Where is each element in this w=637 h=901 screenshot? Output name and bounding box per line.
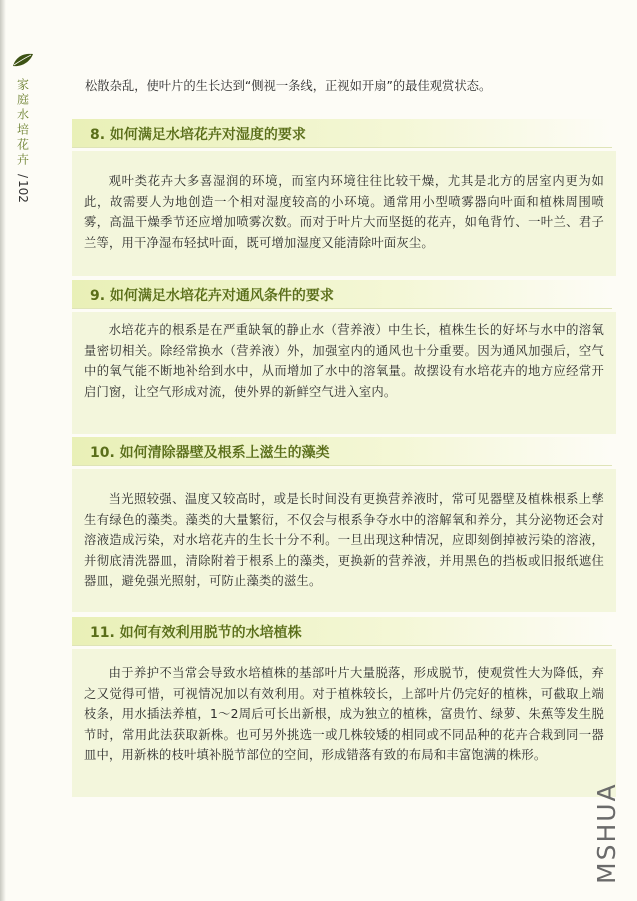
leaf-icon: [12, 52, 34, 68]
section-body-8: [72, 151, 616, 276]
section-body-9: [72, 312, 616, 434]
section-paragraph: 水培花卉的根系是在严重缺氧的静止水（营养液）中生长，植株生长的好坏与水中的溶氧量密切相关。除经常换水（营养液）外，加强室内的通风也十分重要。因为通风加强后，空气中的氧气能不断地补给到水中，从而增加了水中的溶氧量。故摆设有水培花卉的地方应经常开启门窗，让空气形成对流，使外界的新鲜空气进入室内。: [84, 323, 604, 399]
section-paragraph: 由于养护不当常会导致水培植株的基部叶片大量脱落，形成脱节，使观赏性大为降低，弃之又觉得可惜，可视情况加以有效利用。对于植株较长，上部叶片仍完好的植株，可截取上端枝条，用水插法养植，1～2周后可长出新根，成为独立的植株，富贵竹、绿萝、朱蕉等发生脱节时，常用此法获取新株。也可另外挑选一或几株较矮的相同或不同品种的花卉合栽到同一器皿中，用新株的枝叶填补脱节部位的空间，形成错落有致的布局和丰富饱满的株形。: [84, 666, 604, 763]
section-title: 9. 如何满足水培花卉对通风条件的要求: [90, 288, 334, 304]
section-title: 8. 如何满足水培花卉对湿度的要求: [90, 127, 306, 143]
section-title: 11. 如何有效利用脱节的水培植株: [90, 625, 302, 641]
section-heading-9: [72, 280, 612, 309]
page-separator: /: [16, 174, 30, 179]
section-heading-10: [72, 437, 612, 466]
margin-tab: [8, 52, 38, 203]
intro-text: 松散杂乱，使叶片的生长达到“侧视一条线，正视如开扇”的最佳观赏状态。: [85, 79, 492, 93]
section-body-10: [72, 469, 616, 612]
watermark: MSHUA: [592, 782, 621, 884]
section-paragraph: 当光照较强、温度又较高时，或是长时间没有更换营养液时，常可见器壁及植株根系上孳生有绿色的藻类。藻类的大量繁衍，不仅会与根系争夺水中的溶解氧和养分，其分泌物还会对溶液造成污染，对水培花卉的生长十分不利。一旦出现这种情况，应即刻倒掉被污染的溶液，并彻底清洗器皿，清除附着于根系上的藻类，更换新的营养液，并用黑色的挡板或旧报纸遮住器皿，避免强光照射，可防止藻类的滋生。: [84, 492, 604, 589]
section-heading-11: [72, 617, 612, 646]
section-paragraph: 观叶类花卉大多喜湿润的环境，而室内环境往往比较干燥，尤其是北方的居室内更为如此，故需要人为地创造一个相对湿度较高的小环境。通常用小型喷雾器向叶面和植株周围喷雾，高温干燥季节还应增加喷雾次数。而对于叶片大而坚挺的花卉，如龟背竹、一叶兰、君子兰等，用干净湿布轻拭叶面，既可增加湿度又能清除叶面灰尘。: [84, 174, 604, 250]
page-gutter-shadow: [0, 0, 6, 901]
page-number: 102: [16, 180, 30, 203]
section-heading-8: [72, 119, 612, 148]
book-title: 家庭水培花卉: [15, 78, 30, 168]
section-title: 10. 如何清除器壁及根系上滋生的藻类: [90, 445, 330, 461]
section-body-11: [72, 649, 616, 797]
